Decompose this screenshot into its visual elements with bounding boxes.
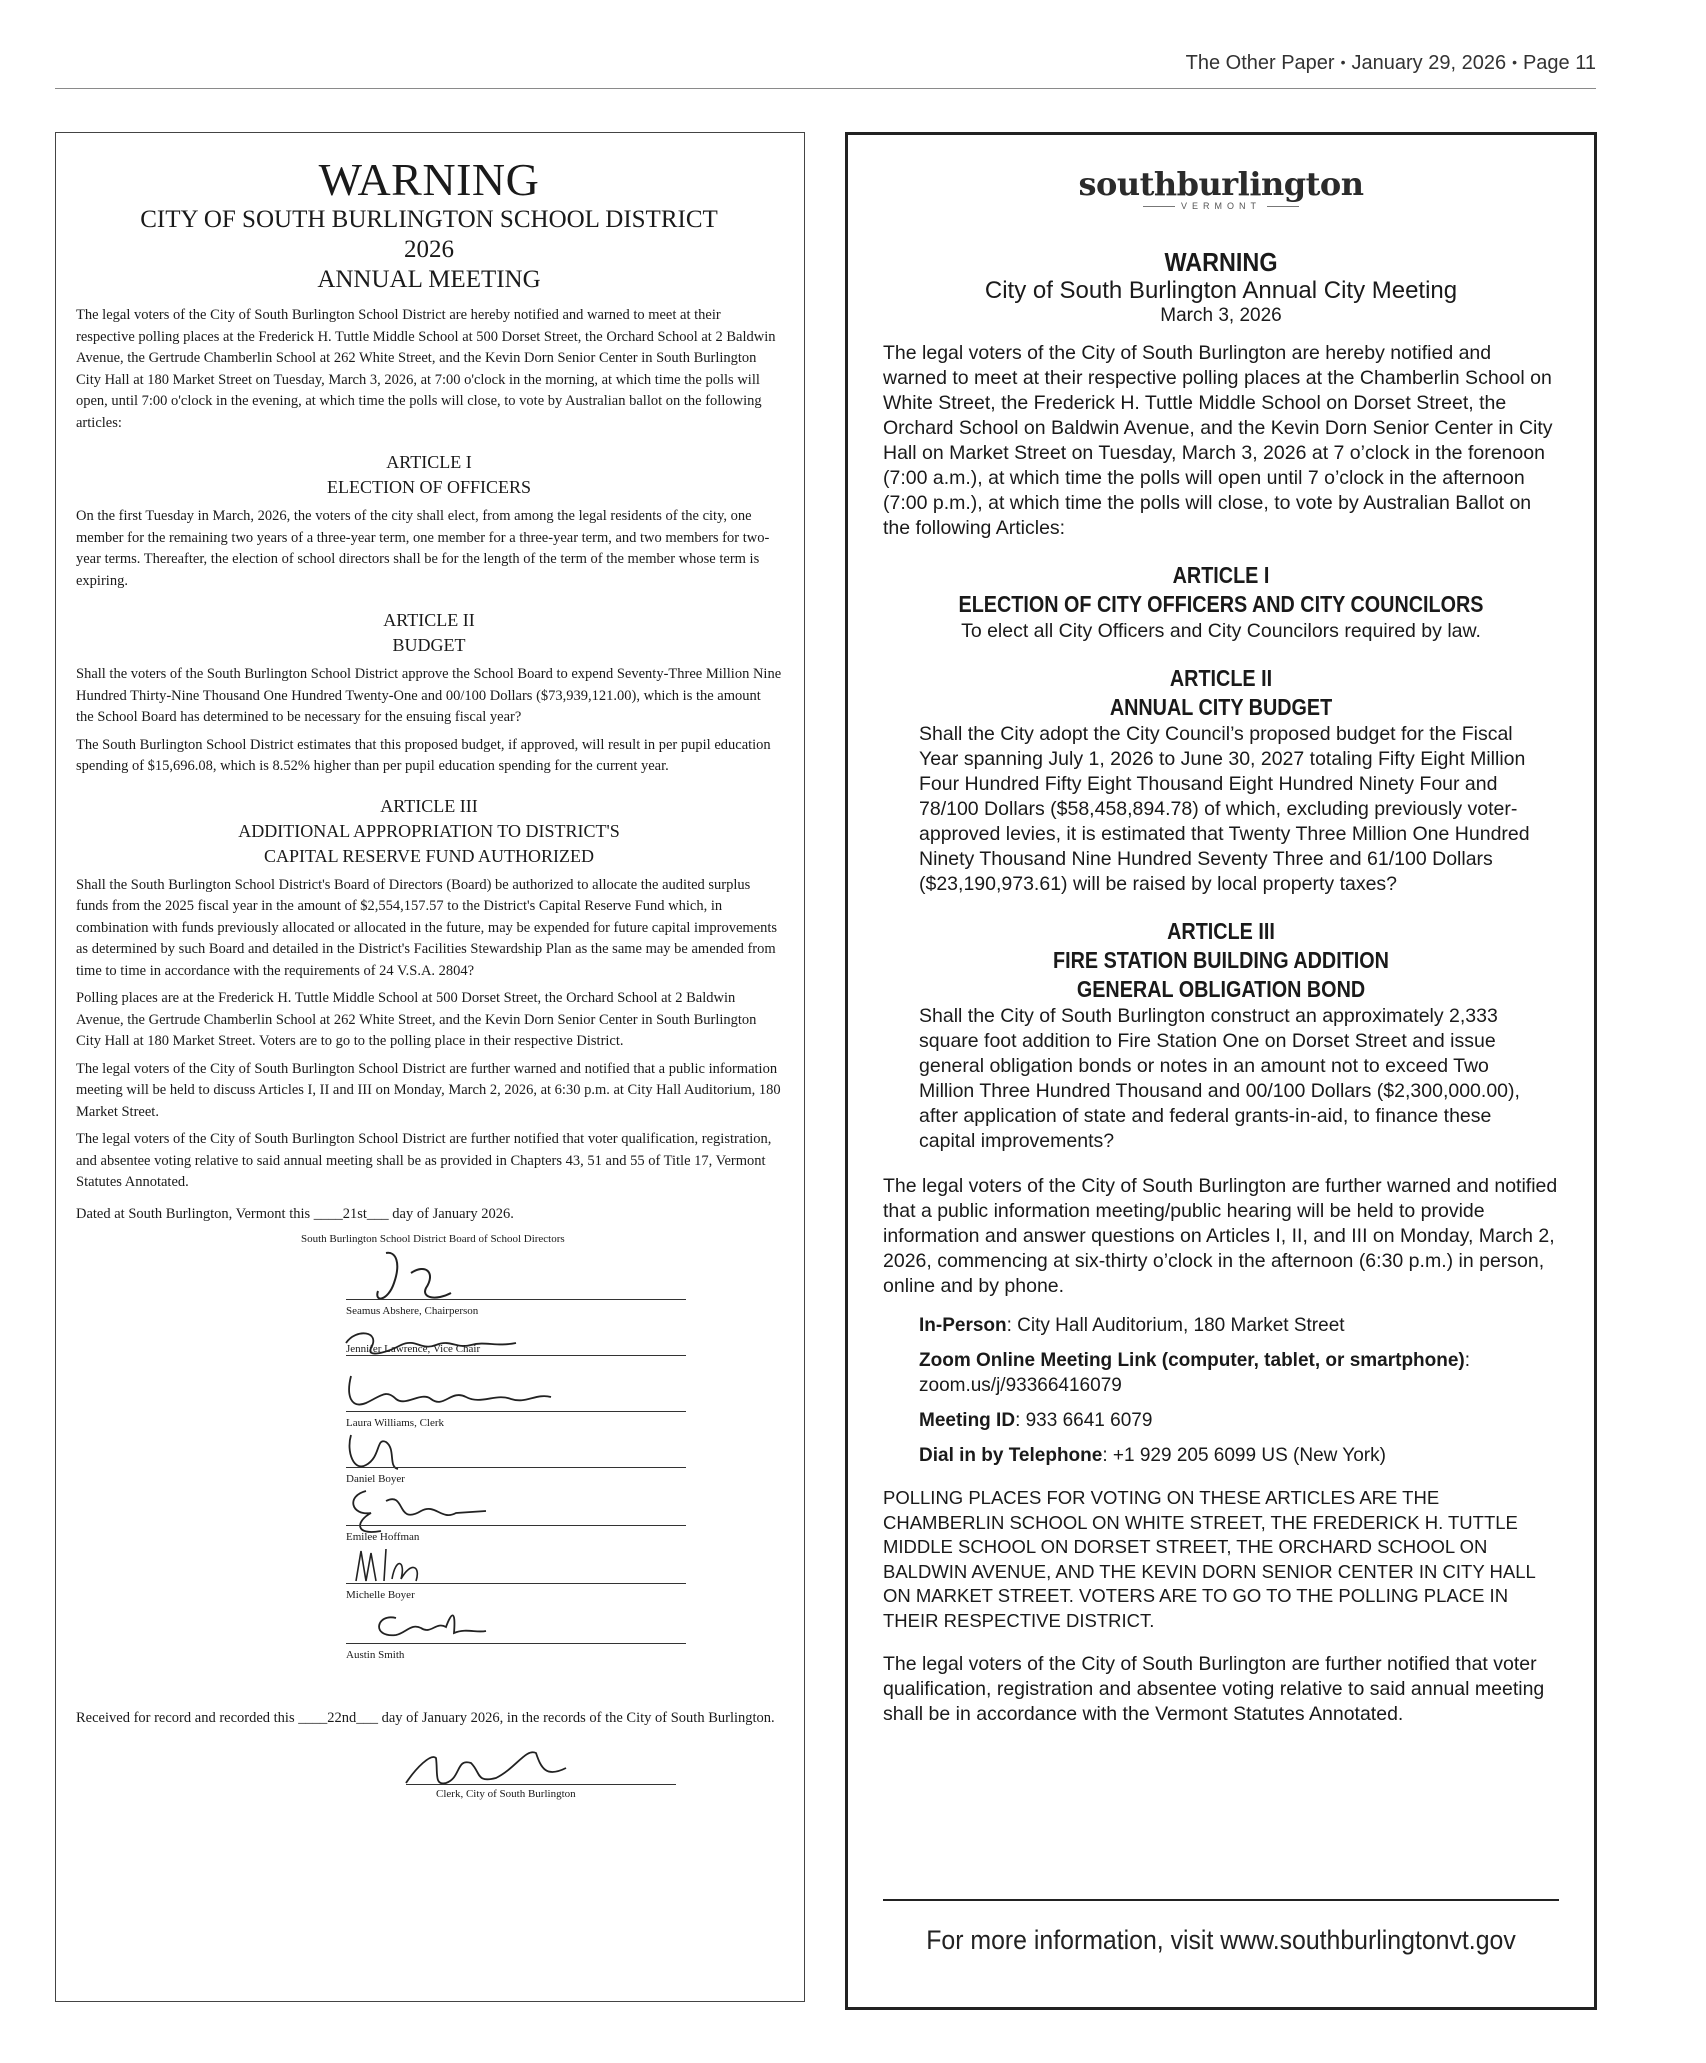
left-title: WARNING <box>318 154 540 205</box>
dial-in-value: : +1 929 205 6099 US (New York) <box>1102 1445 1386 1466</box>
left-dated: Dated at South Burlington, Vermont this ____21st___ day of January 2026. <box>76 1205 514 1222</box>
right-date: March 3, 2026 <box>1160 305 1282 326</box>
right-article-3-text: Shall the City of South Burlington construct an approximately 2,333 square foot addition to Fire Station One on Dorset Street and issue general obligation bonds or notes in an amount not to exceed Two Million Three Hundred Thousand and 00/100 Dollars ($2,300,000.00), after application of state and federal grants-in-aid, to finance these capital improvements? <box>919 1005 1520 1152</box>
in-person-value: : City Hall Auditorium, 180 Market Street <box>1006 1315 1345 1336</box>
right-article-3-head: ARTICLE III <box>1167 918 1275 944</box>
right-title: WARNING <box>1164 247 1278 277</box>
signer-name: Michelle Boyer <box>346 1589 415 1601</box>
signature-image <box>326 1243 526 1313</box>
zoom-info <box>883 1348 1559 1398</box>
school-district-warning <box>55 132 805 2002</box>
signature-image <box>326 1371 566 1416</box>
right-hearing: The legal voters of the City of South Burlington are further warned and notified that a public information meeting/public hearing will be held to provide information and answer questions on Articles I, II, and III on Monday, March 2, 2026, commencing at six-thirty o’clock in the afternoon (6:30 p.m.) in person, online and by phone. <box>883 1175 1558 1297</box>
page-number: Page 11 <box>1522 52 1596 74</box>
left-voter-qualification: The legal voters of the City of South Burlington School District are further notified that voter qualification, registration, and absentee voting relative to said annual meeting shall be as provided in Chapters 43, 51 and 55 of Title 17, Vermont Statutes Annotated. <box>76 1131 772 1190</box>
left-received: Received for record and recorded this ____22nd___ day of January 2026, in the records of the City of South Burlington. <box>76 1710 775 1726</box>
left-article-2-head: ARTICLE II <box>383 610 475 630</box>
right-voter-qualification: The legal voters of the City of South Burlington are further notified that voter qualification, registration and absentee voting relative to said annual meeting shall be in accordance with the Vermont Statutes Annotated. <box>883 1652 1545 1725</box>
left-article-3-title-2: CAPITAL RESERVE FUND AUTHORIZED <box>264 845 594 866</box>
left-year: 2026 <box>404 236 454 263</box>
right-article-2-title: ANNUAL CITY BUDGET <box>1109 694 1333 720</box>
right-article-1-head: ARTICLE I <box>1172 562 1270 588</box>
issue-date: January 29, 2026 <box>1351 52 1507 74</box>
logo-wordmark: southburlington <box>1078 165 1364 203</box>
left-article-1-head: ARTICLE I <box>386 452 472 472</box>
left-info-meeting: The legal voters of the City of South Burlington School District are further warned and notified that a public information meeting will be held to discuss Articles I, II and III on Monday, March 2, 2026, at 6:30 p.m. at City Hall Auditorium, 180 Market Street. <box>76 1060 781 1120</box>
left-intro: The legal voters of the City of South Burlington School District are hereby notified and warned to meet at their respective polling places at the Frederick H. Tuttle Middle School at 500 Dorset Street, the Orchard School at 2 Baldwin Avenue, the Gertrude Chamberlin School at 262 White Street, and the Kevin Dorn Senior Center in South Burlington City Hall at 180 Market Street on Tuesday, March 3, 2026, at 7:00 o'clock in the morning, at which time the polls will open, until 7:00 o'clock in the evening, at which time the polls will close, to vote by Australian ballot on the following articles: <box>76 307 776 431</box>
left-article-3-text: Shall the South Burlington School District's Board of Directors (Board) be authorized to allocate the audited surplus funds from the 2025 fiscal year in the amount of $2,554,157.57 to the District's Capital Reserve Fund which, in combination with funds previously allocated or allocated in the future, may be expended for future capital improvements as determined by such Board and detailed in the District's Facilities Stewardship Plan as the same may be amended from time to time in accordance with the requirements of 24 V.S.A. 2804? <box>76 876 778 979</box>
right-article-2 <box>883 664 1559 897</box>
signer-name: Emilee Hoffman <box>346 1531 420 1543</box>
right-article-3 <box>883 917 1559 1154</box>
right-article-1-text: To elect all City Officers and City Councilors required by law. <box>961 620 1481 642</box>
signature-image <box>326 1427 446 1477</box>
signer-name: Austin Smith <box>346 1649 405 1661</box>
dial-in-label: Dial in by Telephone <box>919 1445 1103 1466</box>
left-article-2-text: Shall the voters of the South Burlington School District approve the School Board to expend Seventy-Three Million Nine Hundred Thirty-Nine Thousand One Hundred Twenty-One and 00/100 Dollars ($73,939,121.00), which is the amount the School Board has determined to be necessary for the ensuing fiscal year? <box>76 666 782 725</box>
left-polling-places: Polling places are at the Frederick H. Tuttle Middle School at 500 Dorset Street, the Orchard School at 2 Baldwin Avenue, the Gertrude Chamberlin School at 262 White Street, and the Kevin Dorn Senior Center in South Burlington City Hall at 180 Market Street. Voters are to go to the polling place in their respective District. <box>76 990 757 1049</box>
right-polling-places: POLLING PLACES FOR VOTING ON THESE ARTICLES ARE THE CHAMBERLIN SCHOOL ON WHITE STREET, THE FREDERICK H. TUTTLE MIDDLE SCHOOL ON DORSET STREET, THE ORCHARD SCHOOL ON BALDWIN AVENUE, AND THE KEVIN DORN SENIOR CENTER IN CITY HALL ON MARKET STREET. VOTERS ARE TO GO TO THE POLLING PLACE IN THEIR RESPECTIVE DISTRICT. <box>883 1487 1536 1631</box>
right-intro: The legal voters of the City of South Burlington are hereby notified and warned to meet at their respective polling places at the Chamberlin School on White Street, the Frederick H. Tuttle Middle School on Dorset Street, the Orchard School on Baldwin Avenue, and the Kevin Dorn Senior Center in City Hall on Market Street on Tuesday, March 3, 2026 at 7 o’clock in the forenoon (7:00 a.m.), at which time the polls will open until 7 o’clock in the afternoon (7:00 p.m.), at which time the polls will close, to vote by Australian Ballot on the following Articles: <box>883 342 1553 539</box>
city-warning <box>845 132 1597 2010</box>
right-article-2-head: ARTICLE II <box>1169 665 1273 691</box>
left-article-3-head: ARTICLE III <box>380 795 478 816</box>
zoom-label: Zoom Online Meeting Link (computer, tablet, or smartphone) <box>919 1350 1465 1371</box>
left-article-1-text: On the first Tuesday in March, 2026, the voters of the city shall elect, from among the legal residents of the city, one member for the remaining two years of a three-year term, one member for a three-year term, and two members for two-year terms. Thereafter, the election of school directors shall be for the length of the term of the member whose term is expiring. <box>76 508 770 589</box>
header-text: The Other Paper • January 29, 2026 • Page 11 <box>1185 52 1596 74</box>
right-article-1 <box>883 561 1559 644</box>
right-article-2-text: Shall the City adopt the City Council’s proposed budget for the Fiscal Year spanning July 1, 2026 to June 30, 2027 totaling Fifty Eight Million Four Hundred Fifty Eight Thousand Eight Hundred Ninety Four and 78/100 Dollars ($58,458,894.78) of which, excluding previously voter-approved levies, it is estimated that Twenty Three Million One Hundred Ninety Thousand Nine Hundred Seventy Three and 61/100 Dollars ($23,190,973.61) will be raised by local property taxes? <box>919 723 1530 895</box>
in-person-label: In-Person <box>919 1315 1007 1336</box>
right-article-1-title: ELECTION OF CITY OFFICERS AND CITY COUNCILORS <box>958 591 1484 617</box>
in-person-info <box>883 1313 1559 1338</box>
left-district: CITY OF SOUTH BURLINGTON SCHOOL DISTRICT <box>140 206 718 233</box>
meeting-id-label: Meeting ID <box>919 1410 1016 1431</box>
signer-name: Seamus Abshere, Chairperson <box>346 1305 479 1317</box>
right-footer[interactable]: For more information, visit www.southburlingtonvt.gov <box>926 1925 1516 1955</box>
signature-block <box>76 1231 782 1686</box>
paper-name: The Other Paper <box>1185 52 1335 74</box>
right-article-3-title-2: GENERAL OBLIGATION BOND <box>1076 976 1366 1002</box>
left-article-2-title: BUDGET <box>392 635 466 655</box>
signer-name: Laura Williams, Clerk <box>346 1417 445 1429</box>
signer-name: Daniel Boyer <box>346 1473 405 1485</box>
left-article-1-title: ELECTION OF OFFICERS <box>326 477 532 497</box>
meeting-id-value: : 933 6641 6079 <box>1015 1410 1153 1431</box>
right-subtitle: City of South Burlington Annual City Meeting <box>984 277 1458 304</box>
clerk-title: Clerk, City of South Burlington <box>436 1787 576 1800</box>
dial-in-info <box>883 1443 1559 1468</box>
right-article-3-title-1: FIRE STATION BUILDING ADDITION <box>1053 947 1389 973</box>
signer-name: Jennifer Lawrence, Vice Chair <box>346 1343 481 1355</box>
zoom-link[interactable]: : zoom.us/j/93366416079 <box>919 1350 1471 1396</box>
left-article-3-title-1: ADDITIONAL APPROPRIATION TO DISTRICT'S <box>238 820 620 841</box>
page-header <box>55 50 1596 89</box>
city-warning-body <box>883 247 1559 1727</box>
city-logo <box>848 165 1594 211</box>
board-heading: South Burlington School District Board of School Directors <box>301 1233 565 1245</box>
clerk-signature-block <box>76 1736 782 1806</box>
left-meeting: ANNUAL MEETING <box>317 266 541 293</box>
signature-image <box>326 1603 506 1648</box>
meeting-id-info <box>883 1408 1559 1433</box>
left-article-2-estimate: The South Burlington School District estimates that this proposed budget, if approved, will result in per pupil education spending of $15,696.08, which is 8.52% higher than per pupil education spending for the current year. <box>76 736 771 774</box>
footer-divider <box>883 1899 1559 1901</box>
logo-state: VERMONT <box>848 201 1594 211</box>
